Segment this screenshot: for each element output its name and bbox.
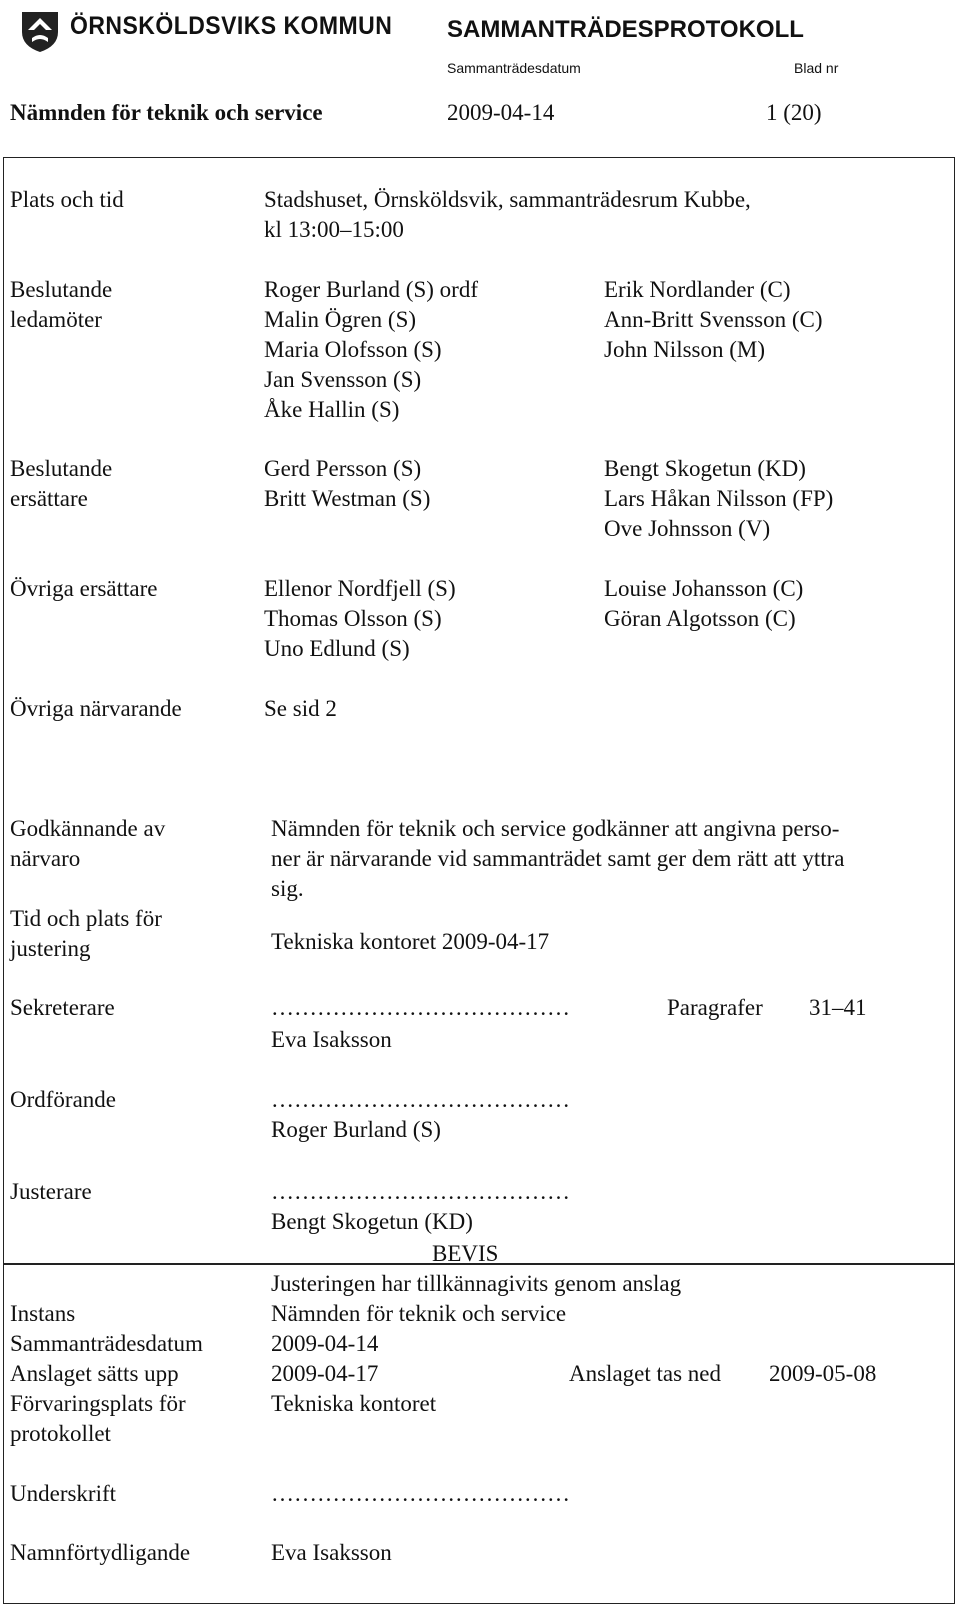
adjustment-value: Tekniska kontoret 2009-04-17 <box>271 929 550 954</box>
members-label-2: ledamöter <box>10 307 102 332</box>
place-label: Plats och tid <box>10 187 124 212</box>
member-name: Roger Burland (S) ordf <box>264 277 478 302</box>
removed-value: 2009-05-08 <box>769 1361 877 1386</box>
bevis-subtitle: Justeringen har tillkännagivits genom anslag <box>271 1271 682 1296</box>
bevis-date-value: 2009-04-14 <box>271 1331 379 1356</box>
other-substitute-name: Göran Algotsson (C) <box>604 606 796 631</box>
adjuster-label: Justerare <box>10 1179 92 1204</box>
name-clarification-value: Eva Isaksson <box>271 1540 392 1565</box>
member-name: Ann-Britt Svensson (C) <box>604 307 823 332</box>
storage-label-2: protokollet <box>10 1421 111 1446</box>
adjuster-name: Bengt Skogetun (KD) <box>271 1209 473 1234</box>
removed-label: Anslaget tas ned <box>569 1361 722 1386</box>
chair-name: Roger Burland (S) <box>271 1117 441 1142</box>
approval-label-2: närvaro <box>10 846 81 871</box>
meeting-date-label: Sammanträdesdatum <box>447 60 581 76</box>
adjustment-label-2: justering <box>10 936 91 961</box>
other-substitute-name: Thomas Olsson (S) <box>264 606 442 631</box>
chair-label: Ordförande <box>10 1087 117 1112</box>
committee-name: Nämnden för teknik och service <box>10 100 323 125</box>
page-number: 1 (20) <box>766 100 822 125</box>
meeting-date: 2009-04-14 <box>447 100 555 125</box>
page-number-label: Blad nr <box>794 60 839 76</box>
member-name: Jan Svensson (S) <box>264 367 422 392</box>
chair-signature-line: ………………………………… <box>271 1087 570 1112</box>
substitute-name: Bengt Skogetun (KD) <box>604 456 806 481</box>
substitutes-label-2: ersättare <box>10 486 88 511</box>
posted-label: Anslaget sätts upp <box>10 1361 179 1386</box>
bevis-date-label: Sammanträdesdatum <box>10 1331 203 1356</box>
municipality-crest-logo <box>18 8 62 54</box>
other-substitute-name: Uno Edlund (S) <box>264 636 410 661</box>
substitute-name: Gerd Persson (S) <box>264 456 422 481</box>
member-name: Erik Nordlander (C) <box>604 277 791 302</box>
approval-text-3: sig. <box>271 876 304 901</box>
other-substitute-name: Ellenor Nordfjell (S) <box>264 576 456 601</box>
adjustment-label-1: Tid och plats för <box>10 906 162 931</box>
place-line-1: Stadshuset, Örnsköldsvik, sammanträdesrum Kubbe, <box>264 187 751 212</box>
substitute-name: Ove Johnsson (V) <box>604 516 771 541</box>
place-line-2: kl 13:00–15:00 <box>264 217 404 242</box>
member-name: Malin Ögren (S) <box>264 307 417 332</box>
member-name: Åke Hallin (S) <box>264 397 400 422</box>
storage-label-1: Förvaringsplats för <box>10 1391 186 1416</box>
signature-line: ………………………………… <box>271 1481 570 1506</box>
substitute-name: Lars Håkan Nilsson (FP) <box>604 486 834 511</box>
secretary-label: Sekreterare <box>10 995 115 1020</box>
paragraphs-value: 31–41 <box>809 995 867 1020</box>
other-present-value: Se sid 2 <box>264 696 337 721</box>
approval-text-2: ner är närvarande vid sammanträdet samt ger dem rätt att yttra <box>271 846 845 871</box>
instance-label: Instans <box>10 1301 76 1326</box>
storage-value: Tekniska kontoret <box>271 1391 437 1416</box>
other-substitutes-label: Övriga ersättare <box>10 576 158 601</box>
members-label-1: Beslutande <box>10 277 113 302</box>
name-clarification-label: Namnförtydligande <box>10 1540 191 1565</box>
paragraphs-label: Paragrafer <box>667 995 763 1020</box>
secretary-signature-line: ………………………………… <box>271 995 570 1020</box>
other-substitute-name: Louise Johansson (C) <box>604 576 804 601</box>
adjuster-signature-line: ………………………………… <box>271 1179 570 1204</box>
posted-value: 2009-04-17 <box>271 1361 379 1386</box>
member-name: John Nilsson (M) <box>604 337 766 362</box>
signature-label: Underskrift <box>10 1481 117 1506</box>
secretary-name: Eva Isaksson <box>271 1027 392 1052</box>
substitutes-label-1: Beslutande <box>10 456 113 481</box>
instance-value: Nämnden för teknik och service <box>271 1301 567 1326</box>
document-type: SAMMANTRÄDESPROTOKOLL <box>447 16 804 43</box>
org-name: ÖRNSKÖLDSVIKS KOMMUN <box>70 12 393 40</box>
substitute-name: Britt Westman (S) <box>264 486 431 511</box>
approval-text-1: Nämnden för teknik och service godkänner att angivna perso- <box>271 816 840 841</box>
bevis-title: BEVIS <box>432 1241 499 1266</box>
member-name: Maria Olofsson (S) <box>264 337 442 362</box>
approval-label-1: Godkännande av <box>10 816 166 841</box>
other-present-label: Övriga närvarande <box>10 696 182 721</box>
